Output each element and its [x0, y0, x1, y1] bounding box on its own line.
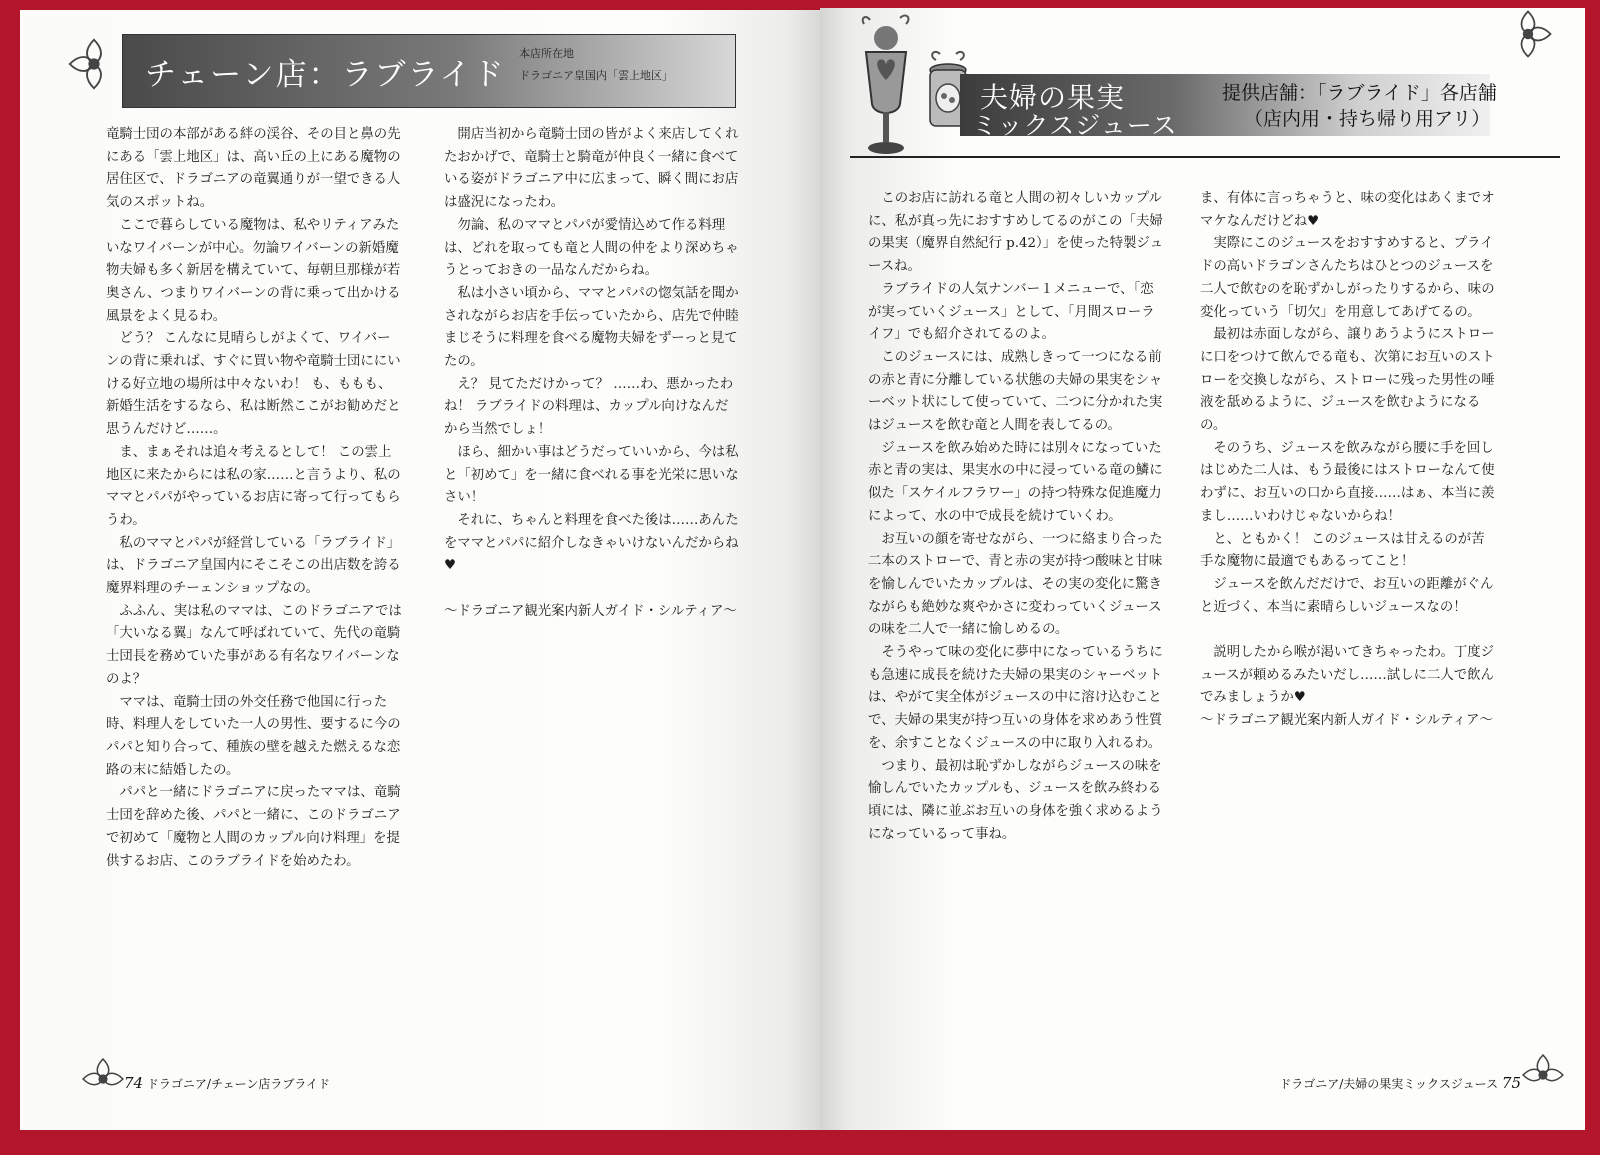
- paragraph: 竜騎士団の本部がある絆の渓谷、その目と鼻の先にある「雲上地区」は、高い丘の上にある魔物の居住区で、ドラゴニアの竜翼通りが一望できる人気のスポットね。: [106, 127, 401, 211]
- paragraph: お互いの顔を寄せながら、一つに絡まり合った二本のストローで、青と赤の実が持つ酸味と甘味を愉しんでいたカップルは、その実の変化に驚きながらも絶妙な爽やかさに変わっていくジュースの味を二人で一緒に愉しめるの。: [868, 531, 1163, 638]
- store-info-line2: （店内用・持ち帰り用アリ）: [1244, 108, 1491, 130]
- spacer: [444, 578, 740, 601]
- ornament-corner-icon: [66, 36, 122, 92]
- paragraph: つまり、最初は恥ずかしながらジュースの味を愉しんでいたカップルも、ジュースを飲み終わる頃には、隣に並ぶお互いの身体を強く求めるようになっているって事ね。: [868, 758, 1163, 842]
- ornament-corner-icon: [80, 1056, 126, 1102]
- page-title-banner: [122, 34, 736, 108]
- store-info-line1: 提供店舗：「ラブライド」各店舗: [1222, 82, 1497, 104]
- location-value: ドラゴニア皇国内「雲上地区」: [519, 69, 673, 82]
- paragraph: 勿論、私のママとパパが愛情込めて作る料理は、どれを取っても竜と人間の仲をより深めちゃうとっておきの一品なんだからね。: [444, 217, 739, 279]
- paragraph: それに、ちゃんと料理を食べた後は……あんたをママとパパに紹介しなきゃいけないんだからね♥: [444, 512, 739, 574]
- paragraph: このジュースには、成熟しきって一つになる前の赤と青に分離している状態の夫婦の果実をシャーベット状にして使っていて、二つに分かれた実はジュースを飲む竜と人間を表してるの。: [868, 349, 1163, 434]
- paragraph: 最初は赤面しながら、譲りあうようにストローに口をつけて飲んでる竜も、次第にお互いのストローを交換しながら、ストローに残った男性の唾液を舐めるように、ジュースを飲むようになるの。: [1200, 327, 1495, 434]
- paragraph: ジュースを飲み始めた時には別々になっていた赤と青の実は、果実水の中に浸っている竜の鱗に似た「スケイルフラワー」の持つ特殊な促進魔力によって、水の中で成長を続けていくわ。: [868, 440, 1163, 524]
- paragraph: そのうち、ジュースを飲みながら腰に手を回しはじめた二人は、もう最後にはストローなんて使わずに、お互いの口から直接……はぁ、本当に羨まし……いわけじゃないからね！: [1200, 440, 1495, 524]
- location-label: 本店所在地: [519, 47, 574, 60]
- left-column-1: [106, 124, 402, 873]
- page-title-line2: ミックスジュース: [972, 111, 1178, 140]
- paragraph: このお店に訪れる竜と人間の初々しいカップルに、私が真っ先におすすめしてるのがこの「夫婦の果実（魔界自然紀行 p.42）」を使った特製ジュースね。: [868, 191, 1163, 275]
- ornament-corner-icon: [1502, 8, 1554, 60]
- paragraph: と、ともかく！ このジュースは甘えるのが苦手な魔物に最適でもあるってこと！: [1200, 531, 1485, 570]
- paragraph: ラブライドの人気ナンバー１メニューで、「恋が実っていくジュース」として、「月間スローライフ」でも紹介されてるのよ。: [868, 281, 1155, 343]
- right-column-2: [1200, 188, 1496, 733]
- paragraph: ま、有体に言っちゃうと、味の変化はあくまでオマケなんだけどね♥: [1200, 191, 1495, 229]
- ornament-corner-icon: [1520, 1052, 1566, 1098]
- paragraph: え？ 見てただけかって？ ……わ、悪かったわね！ ラブライドの料理は、カップル向けなんだから当然でしょ！: [444, 376, 734, 438]
- page-number: 74: [124, 1074, 144, 1092]
- paragraph: 説明したから喉が渇いてきちゃったわ。丁度ジュースが頼めるみたいだし……試しに二人で飲んでみましょうか♥: [1200, 645, 1495, 706]
- page-title: チェーン店：ラブライド: [145, 57, 506, 93]
- paragraph: ジュースを飲んだだけで、お互いの距離がぐんと近づく、本当に素晴らしいジュースなの！: [1200, 576, 1494, 615]
- paragraph: 私のママとパパが経営している「ラブライド」は、ドラゴニア皇国内にそこそこの出店数を誇る魔界料理のチーェンショップなの。: [106, 535, 401, 597]
- signature: ～ドラゴニア観光案内新人ガイド・シルティア～: [1200, 713, 1493, 729]
- paragraph: どう？ こんなに見晴らしがよくて、ワイバーンの背に乗れば、すぐに買い物や竜騎士団ににいける好立地の場所は中々ないわ！ も、ももも、新婚生活をするなら、私は断然ここがお勧めだと思うんだけど……。: [106, 331, 401, 438]
- paragraph: パパと一緒にドラゴニアに戻ったママは、竜騎士団を辞めた後、パパと一緒に、このドラゴニアで初めて「魔物と人間のカップル向け料理」を提供するお店、このラブライドを始めたわ。: [106, 785, 401, 869]
- paragraph: 開店当初から竜騎士団の皆がよく来店してくれたおかげで、竜騎士と騎竜が仲良く一緒に食べている姿がドラゴニア中に広まって、瞬く間にお店は盛況になったわ。: [444, 127, 739, 211]
- paragraph: ま、まぁそれは追々考えるとして！ この雲上地区に来たからには私の家……と言うより、私のママとパパがやっているお店に寄って行ってもらうわ。: [106, 444, 401, 528]
- footer-text: ドラゴニア/夫婦の果実ミックスジュース: [1279, 1077, 1499, 1091]
- header-rule: [850, 156, 1560, 158]
- paragraph: 実際にこのジュースをおすすめすると、プライドの高いドラゴンさんたちはひとつのジュースを二人で飲むのを恥ずかしがったりするから、味の変化っていう「切欠」を用意してあげてるの。: [1200, 236, 1495, 320]
- page-title-line1: 夫婦の果実: [980, 81, 1126, 114]
- paragraph: ママは、竜騎士団の外交任務で他国に行った時、料理人をしていた一人の男性、要するに今のパパと知り合って、種族の壁を越えた燃えるな恋路の末に結婚したの。: [106, 694, 401, 778]
- paragraph: ほら、細かい事はどうだっていいから、今は私と「初めて」を一緒に食べれる事を光栄に思いなさい！: [444, 444, 739, 506]
- page-footer: [124, 1074, 330, 1092]
- page-footer: [1279, 1074, 1521, 1092]
- paragraph: ここで暮らしている魔物は、私やリティアみたいなワイバーンが中心。勿論ワイバーンの新婚魔物夫婦も多く新居を構えていて、毎朝旦那様が若奥さん、つまりワイバーンの背に乗って出かける風景をよく見るわ。: [106, 217, 401, 324]
- right-page: [820, 8, 1585, 1130]
- right-column-1: [868, 188, 1164, 846]
- footer-text: ドラゴニア/チェーン店ラブライド: [146, 1077, 331, 1091]
- spacer: [1200, 619, 1496, 642]
- left-column-2: [444, 124, 740, 623]
- paragraph: ふふん、実は私のママは、このドラゴニアでは「大いなる翼」なんて呼ばれていて、先代の竜騎士団長を務めていた事がある有名なワイバーンなのよ？: [106, 603, 402, 687]
- signature: ～ドラゴニア観光案内新人ガイド・シルティア～: [444, 603, 737, 619]
- paragraph: そうやって味の変化に夢中になっているうちにも急速に成長を続けた夫婦の果実のシャーベットは、やがて実全体がジュースの中に溶け込むことで、夫婦の果実が持つ互いの身体を求めあう性質を、余すことなくジュースの中に取り入れるわ。: [868, 645, 1163, 751]
- juice-glass-icon: [856, 12, 916, 162]
- paragraph: 私は小さい頃から、ママとパパの惚気話を聞かされながらお店を手伝っていたから、店先で仲睦まじそうに料理を食べる魔物夫婦をずーっと見てたの。: [444, 285, 739, 370]
- left-page: [20, 10, 820, 1130]
- page-number: 75: [1501, 1074, 1521, 1092]
